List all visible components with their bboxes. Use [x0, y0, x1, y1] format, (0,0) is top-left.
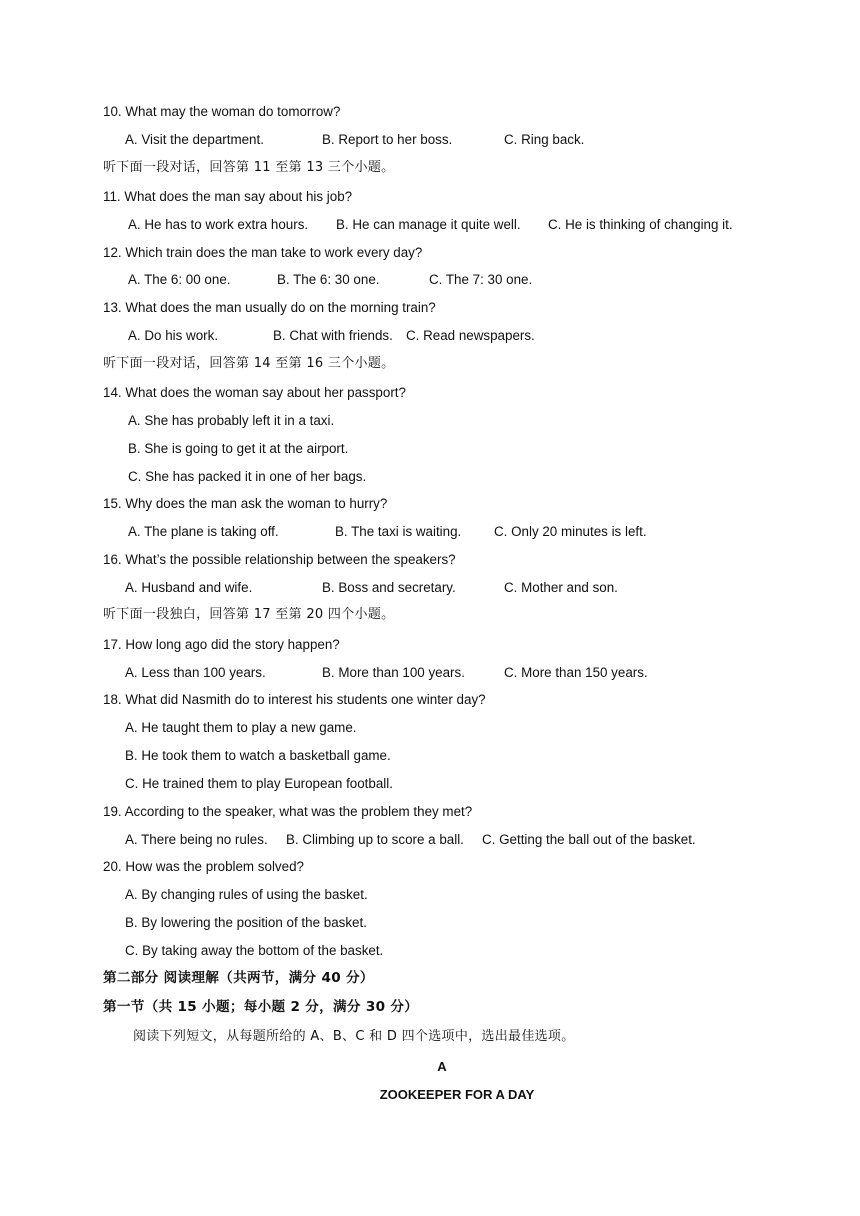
option-a: A. Less than 100 years.: [125, 665, 266, 680]
reading-instruction: 阅读下列短文，从每题所给的 A、B、C 和 D 四个选项中，选出最佳选项。: [133, 1029, 575, 1044]
question-18-option-a: A. He taught them to play a new game.: [125, 720, 357, 735]
question-11: 11. What does the man say about his job?: [103, 189, 353, 204]
question-13: 13. What does the man usually do on the morning train?: [103, 300, 436, 315]
question-20-option-c: C. By taking away the bottom of the basket.: [125, 943, 384, 958]
option-b: B. He can manage it quite well.: [336, 217, 521, 232]
option-b: B. Chat with friends.: [273, 328, 393, 343]
option-c: C. Only 20 minutes is left.: [494, 524, 647, 539]
option-b: B. More than 100 years.: [322, 665, 465, 680]
option-a: A. The plane is taking off.: [128, 524, 279, 539]
option-a: A. Husband and wife.: [125, 580, 253, 595]
directions-11-13: 听下面一段对话，回答第 11 至第 13 三个小题。: [103, 160, 395, 175]
question-18-option-b: B. He took them to watch a basketball game.: [125, 748, 391, 763]
option-a: A. He has to work extra hours.: [128, 217, 309, 232]
question-10: 10. What may the woman do tomorrow?: [103, 104, 341, 119]
question-14-option-a: A. She has probably left it in a taxi.: [128, 413, 335, 428]
question-18: 18. What did Nasmith do to interest his students one winter day?: [103, 692, 486, 707]
option-a: A. Visit the department.: [125, 132, 264, 147]
question-16: 16. What’s the possible relationship between the speakers?: [103, 552, 456, 567]
option-c: C. He is thinking of changing it.: [548, 217, 733, 232]
option-c: C. More than 150 years.: [504, 665, 648, 680]
option-c: C. The 7: 30 one.: [429, 272, 533, 287]
part-2-heading: 第二部分 阅读理解（共两节，满分 40 分）: [103, 970, 374, 986]
option-a: A. The 6: 00 one.: [128, 272, 231, 287]
directions-17-20: 听下面一段独白，回答第 17 至第 20 四个小题。: [103, 607, 395, 622]
passage-letter: A: [437, 1059, 447, 1074]
option-c: C. Mother and son.: [504, 580, 618, 595]
question-17: 17. How long ago did the story happen?: [103, 637, 340, 652]
question-14-option-b: B. She is going to get it at the airport.: [128, 441, 349, 456]
option-b: B. Boss and secretary.: [322, 580, 456, 595]
option-b: B. The taxi is waiting.: [335, 524, 462, 539]
option-c: C. Getting the ball out of the basket.: [482, 832, 696, 847]
option-a: A. There being no rules.: [125, 832, 268, 847]
question-20-option-a: A. By changing rules of using the basket.: [125, 887, 368, 902]
option-b: B. Report to her boss.: [322, 132, 453, 147]
question-20-option-b: B. By lowering the position of the basket.: [125, 915, 367, 930]
option-c: C. Read newspapers.: [406, 328, 535, 343]
question-14-option-c: C. She has packed it in one of her bags.: [128, 469, 367, 484]
option-a: A. Do his work.: [128, 328, 219, 343]
question-20: 20. How was the problem solved?: [103, 859, 304, 874]
question-15: 15. Why does the man ask the woman to hurry?: [103, 496, 388, 511]
option-b: B. Climbing up to score a ball.: [286, 832, 464, 847]
option-b: B. The 6: 30 one.: [277, 272, 380, 287]
section-1-heading: 第一节（共 15 小题；每小题 2 分，满分 30 分）: [103, 999, 419, 1015]
option-c: C. Ring back.: [504, 132, 585, 147]
question-19: 19. According to the speaker, what was the problem they met?: [103, 804, 473, 819]
question-12: 12. Which train does the man take to work every day?: [103, 245, 423, 260]
passage-title: ZOOKEEPER FOR A DAY: [379, 1087, 535, 1102]
directions-14-16: 听下面一段对话，回答第 14 至第 16 三个小题。: [103, 356, 395, 371]
question-14: 14. What does the woman say about her passport?: [103, 385, 406, 400]
question-18-option-c: C. He trained them to play European football.: [125, 776, 393, 791]
